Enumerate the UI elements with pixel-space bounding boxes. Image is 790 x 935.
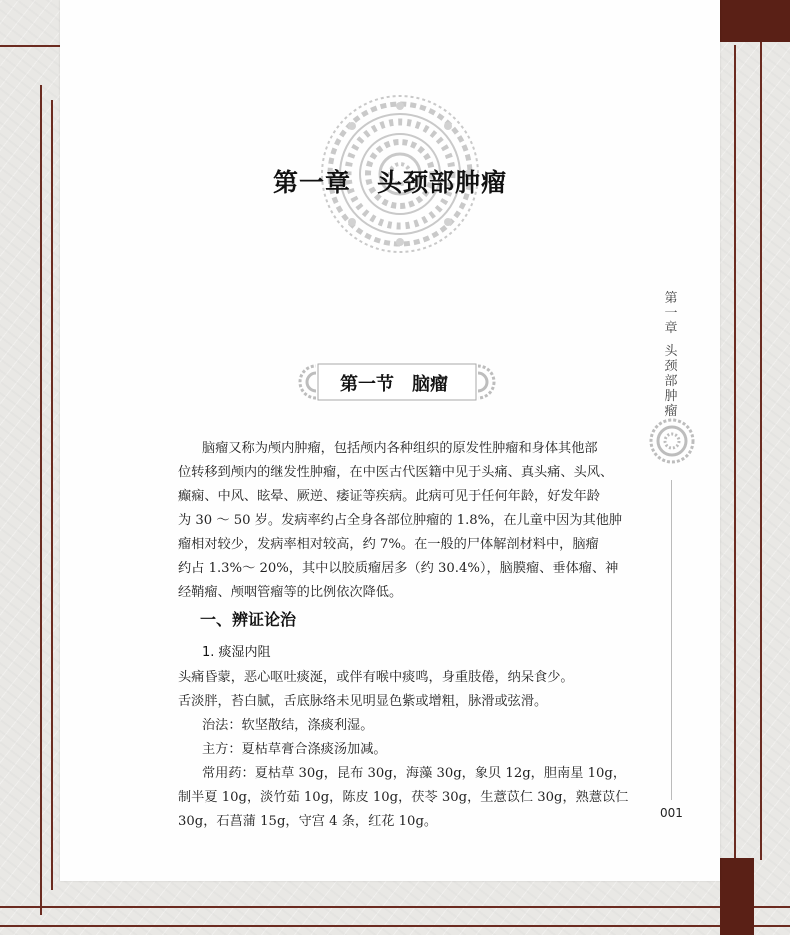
frame-line-right-inner [734,45,736,880]
intro-line: 约占 1.3%～ 20%，其中以胶质瘤居多（约 30.4%），脑膜瘤、垂体瘤、神 [178,561,619,576]
chapter-title: 第一章 头颈部肿瘤 [273,168,508,197]
body-line: 舌淡胖，苔白腻，舌底脉络未见明显色紫或增粗，脉滑或弦滑。 [178,694,548,709]
frame-corner-top-right [720,0,790,42]
side-chapter-tab [659,291,683,419]
side-tab-ornament [649,418,695,464]
intro-line: 为 30 ～ 50 岁。发病率约占全身各部位肿瘤的 1.8%，在儿童中因为其他肿 [178,513,623,528]
body-line: 常用药：夏枯草 30g，昆布 30g，海藻 30g，象贝 12g，胆南星 10g， [202,766,627,781]
frame-line-bottom-2 [0,925,790,927]
intro-line: 位转移到颅内的继发性肿瘤，在中医古代医籍中见于头痛、真头痛、头风、 [178,465,614,480]
side-tab-char: 部 [664,374,678,389]
body-line: 头痛昏蒙，恶心呕吐痰涎，或伴有喉中痰鸣，身重肢倦，纳呆食少。 [178,670,574,685]
body-line: 治法：软坚散结，涤痰利湿。 [202,718,374,733]
side-tab-gap [659,336,683,344]
frame-line-bottom [0,906,790,908]
intro-line: 脑瘤又称为颅内肿瘤，包括颅内各种组织的原发性肿瘤和身体其他部 [202,441,598,456]
frame-corner-bottom-right [720,858,754,935]
section-heading: 一、辨证论治 [200,610,297,629]
intro-line: 经鞘瘤、颅咽管瘤等的比例依次降低。 [178,585,403,600]
body-line: 30g，石菖蒲 15g，守宫 4 条，红花 10g。 [178,814,438,829]
side-divider-line [671,480,672,800]
side-tab-char: 颈 [664,359,678,374]
side-tab-char: 章 [664,321,678,336]
intro-line: 瘤相对较少，发病率相对较高，约 7%。在一般的尸体解剖材料中，脑瘤 [178,537,599,552]
frame-line-top [0,45,62,47]
intro-line: 癫痫、中风、眩晕、厥逆、痿证等疾病。此病可见于任何年龄，好发年龄 [178,489,600,504]
side-tab-char: 头 [664,344,678,359]
side-tab-char: 瘤 [664,404,678,419]
side-tab-char: 一 [664,306,678,321]
subsection-heading: 1. 痰湿内阻 [202,645,271,660]
section-title: 第一节 脑瘤 [340,374,448,395]
page-number: 001 [660,806,683,820]
body-line: 制半夏 10g，淡竹茹 10g，陈皮 10g，茯苓 30g，生薏苡仁 30g，熟薏苡仁 [178,790,629,805]
side-tab-char: 肿 [664,389,678,404]
frame-line-left-inner [51,100,53,890]
frame-line-left-outer [40,85,42,915]
body-line: 主方：夏枯草膏合涤痰汤加减。 [202,742,387,757]
side-tab-char: 第 [664,291,678,306]
frame-line-right-outer [760,0,762,860]
